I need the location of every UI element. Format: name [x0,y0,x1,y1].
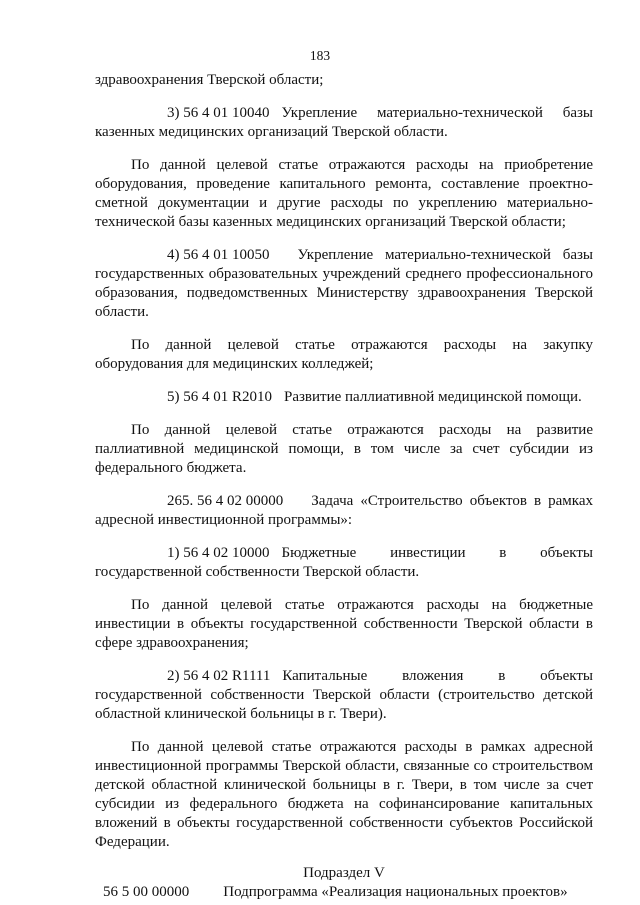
subsection-title: Подраздел V [303,865,385,881]
task-text: Задача «Строительство объектов в рамках адресной инвестиционной программы»: [95,493,593,528]
budget-item-text: Бюджетные инвестиции в объекты государственной собственности Тверской области. [95,545,593,580]
paragraph-explanation [95,421,593,478]
paragraph-text: По данной целевой статье отражаются расходы в рамках адресной инвестиционной программы Тверской области, связанные со строительством детской областной клинической больницы в г. Твери, в том числе за счет субсидии из федерального бюджета на софинансирование капитальных вложений в объекты государственной собственности субъектов Российской Федерации. [95,739,593,850]
task-265 [95,492,593,530]
budget-code: 265. 56 4 02 00000 [167,493,284,509]
budget-code: 2) 56 4 02 R1111 [167,668,271,684]
budget-item-text: Укрепление материально-технической базы государственных образовательных учреждений среднего профессионального образования, подведомственных Министерству здравоохранения Тверской области. [95,247,593,320]
document-body [95,71,593,902]
page-number: 183 [309,48,331,63]
paragraph-text: здравоохранения Тверской области; [95,72,324,88]
budget-item-1 [95,544,593,582]
budget-item-text: Капитальные вложения в объекты государственной собственности Тверской области (строительство детской областной клинической больницы в г. Твери). [95,668,593,722]
budget-code: 5) 56 4 01 R2010 [167,389,272,405]
budget-item-text: Укрепление материально-технической базы казенных медицинских организаций Тверской области. [95,105,593,140]
paragraph-explanation [95,738,593,852]
subprogram-code: 56 5 00 00000 [103,884,190,900]
budget-code: 3) 56 4 01 10040 [167,105,270,121]
paragraph-text: По данной целевой статье отражаются расходы на приобретение оборудования, проведение капитального ремонта, составление проектно-сметной документации и другие расходы по укреплению материально-технической базы казенных медицинских организаций Тверской области; [95,157,593,230]
budget-item-2 [95,667,593,724]
budget-item-3 [95,104,593,142]
paragraph-explanation [95,156,593,232]
paragraph-explanation [95,596,593,653]
budget-code: 1) 56 4 02 10000 [167,545,270,561]
subprogram-text: Подпрограмма «Реализация национальных проектов» [223,884,568,900]
paragraph-text: По данной целевой статье отражаются расходы на развитие паллиативной медицинской помощи, в том числе за счет субсидии из федерального бюджета. [95,422,593,476]
budget-item-4 [95,246,593,322]
paragraph-explanation [95,336,593,374]
budget-item-text: Развитие паллиативной медицинской помощи. [284,389,582,405]
subprogram-line [95,883,593,902]
paragraph-text: По данной целевой статье отражаются расходы на бюджетные инвестиции в объекты государственной собственности Тверской области в сфере здравоохранения; [95,597,593,651]
budget-code: 4) 56 4 01 10050 [167,247,270,263]
paragraph-text: По данной целевой статье отражаются расходы на закупку оборудования для медицинских колледжей; [95,337,593,372]
budget-item-5 [95,388,593,407]
paragraph-continuation [95,71,593,90]
